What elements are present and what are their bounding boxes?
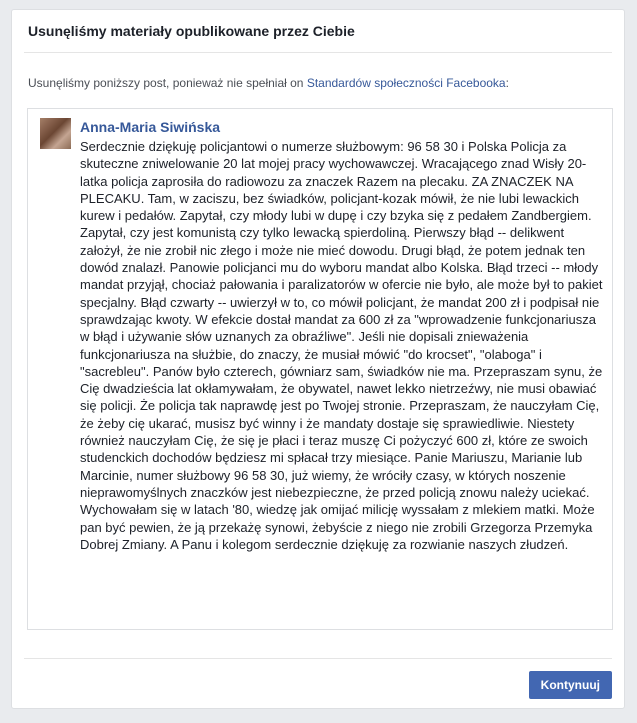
intro-text — [28, 76, 509, 90]
intro-message: Usunęliśmy poniższy post, ponieważ nie spełniał on — [28, 76, 307, 90]
dialog-title: Usunęliśmy materiały opublikowane przez Ciebie — [24, 10, 612, 53]
removed-post — [27, 108, 613, 630]
avatar[interactable] — [40, 118, 71, 149]
intro-suffix: : — [505, 76, 509, 90]
continue-button[interactable]: Kontynuuj — [529, 671, 612, 699]
footer-divider — [24, 658, 612, 659]
post-text: Serdecznie dziękuję policjantowi o numerze służbowym: 96 58 30 i Polska Policja za skuteczne zniwelowanie 20 lat mojej pracy wychowawczej. Wracającego znad Wisły 20-latka policja zaprosiła do radiowozu za znaczek Razem na plecaku. ZA ZNACZEK NA PLECAKU. Tam, w zaciszu, bez świadków, policjant-kozak mówił, że nie lubi lewackich kurew i pedałów. Zapytał, czy młody lubi w dupę i czy bzyka się z pedałem Zandbergiem. Zapytał, czy jest komunistą czy tylko lewacką spierdoliną. Pierwszy błąd -- delikwent założył, że nie zrobił nic złego i może nie mieć dowodu. Drugi błąd, że potem jednak ten dowód znalazł. Panowie policjanci mu do wyboru mandat albo Kolska. Błąd trzeci -- młody mandat przyjął, chociaż pałowania i paralizatorów w ofercie nie było, ale może był to pakiet specjalny. Błąd czwarty -- uwierzył w to, co mówił policjant, że mandat 200 zł i podpisał nie sprawdzając kwoty. W efekcie dostał mandat za 600 zł za "wprowadzenie funkcjonariusza w błąd i używanie słów uznanych za obraźliwe". Jeśli nie dopisali znieważenia funkcjonariusza na służbie, do znaczy, że musiał mówić "do krocset", "olaboga" i "sacrebleu". Panów było czterech, gówniarz sam, świadków nie ma. Przepraszam synu, że Cię dwadzieścia lat okłamywałam, że obywatel, nawet lekko nietrzeźwy, nie musi obawiać się policji. Że policja tak naprawdę jest po Twojej stronie. Przepraszam, że nauczyłam Cię, że żeby cię ukarać, musisz być winny i że mandaty dostaje się sprawiedliwie. Niestety również nauczyłam Cię, że się je płaci i teraz muszę Ci pożyczyć 600 zł, które ze swoich studenckich dochodów będziesz mi spłacał trzy miesiące. Panie Mariuszu, Marianie lub Marcinie, numer służbowy 96 58 30, już wiemy, że wróciły czasy, w których noszenie nieprawomyślnych znaczków jest niebezpieczne, że przed policją znowu należy uciekać. Wychowałam się w latach '80, wiedzę jak omijać milicję wyssałam z mlekiem matki. Może pan być pewien, że ją przekażę synowi, żebyście z niego nie zrobili Grzegorza Przemyka Dobrej Zmiany. A Panu i kolegom serdecznie dziękuję za rozwianie naszych złudzeń. — [80, 139, 603, 552]
removed-content-dialog — [11, 9, 625, 709]
community-standards-link[interactable]: Standardów społeczności Facebooka — [306, 76, 506, 90]
post-author[interactable]: Anna-Maria Siwińska — [80, 119, 221, 135]
